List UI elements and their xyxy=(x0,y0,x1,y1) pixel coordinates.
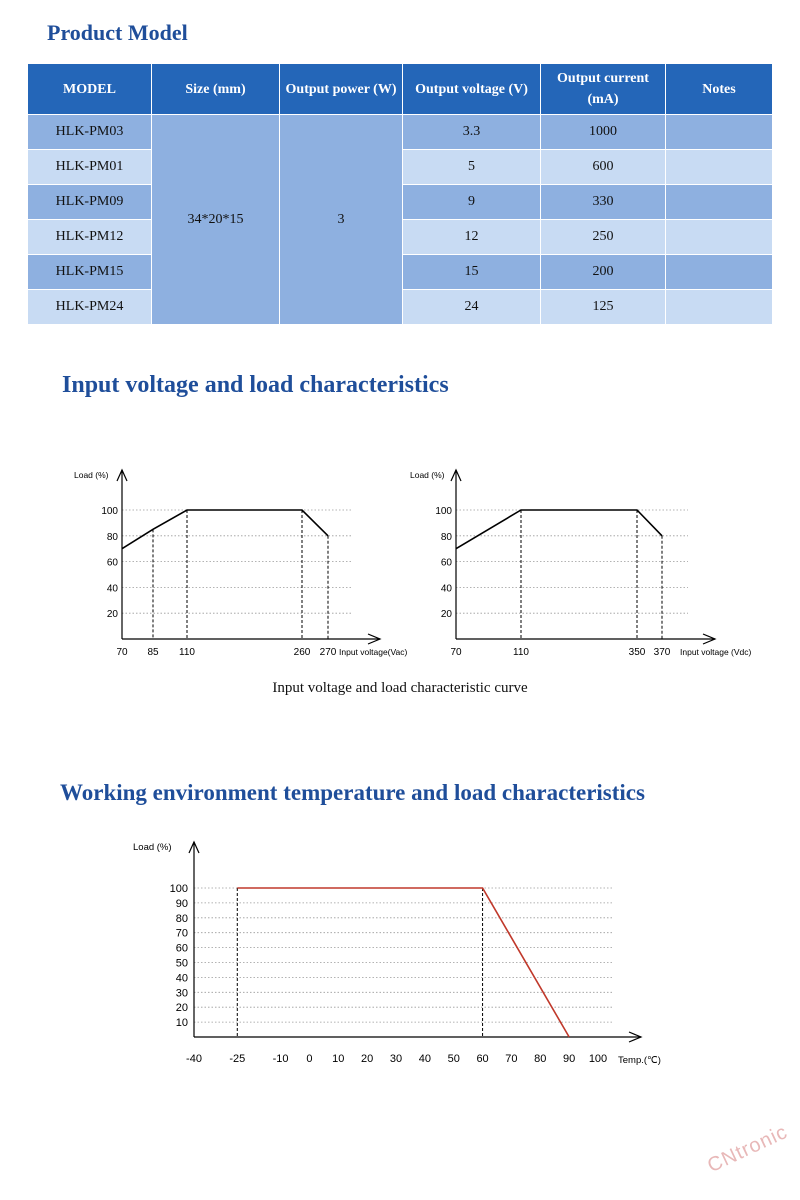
temperature-title: Working environment temperature and load characteristics xyxy=(60,780,645,805)
notes-cell xyxy=(666,220,773,255)
y-tick-label: 100 xyxy=(169,883,188,895)
x-tick-label: 350 xyxy=(628,647,646,658)
model-cell: HLK-PM12 xyxy=(28,220,152,255)
input-voltage-title: Input voltage and load characteristics xyxy=(62,372,449,398)
model-cell: HLK-PM03 xyxy=(28,115,152,150)
voltage-cell: 12 xyxy=(403,220,541,255)
size-cell: 34*20*15 xyxy=(152,115,280,325)
current-cell: 250 xyxy=(541,220,666,255)
x-tick-label: 270 xyxy=(319,647,337,658)
model-cell: HLK-PM09 xyxy=(28,185,152,220)
header-model: MODEL xyxy=(28,64,152,115)
table-header-row xyxy=(28,64,773,115)
x-tick-label: 40 xyxy=(418,1053,431,1065)
x-tick-label: 370 xyxy=(653,647,671,658)
chart-caption: Input voltage and load characteristic curve xyxy=(272,680,528,696)
y-tick-label: 40 xyxy=(106,583,118,595)
x-tick-label: 60 xyxy=(476,1053,489,1065)
voltage-cell: 9 xyxy=(403,185,541,220)
notes-cell xyxy=(666,115,773,150)
load-curve xyxy=(122,510,328,549)
x-tick-label: 70 xyxy=(450,647,462,658)
model-cell: HLK-PM15 xyxy=(28,255,152,290)
load-curve xyxy=(237,888,569,1037)
current-cell: 1000 xyxy=(541,115,666,150)
y-tick-label: 30 xyxy=(175,987,188,1000)
x-tick-label: 50 xyxy=(447,1053,460,1065)
current-cell: 200 xyxy=(541,255,666,290)
y-tick-label: 80 xyxy=(175,912,188,925)
product-model-title: Product Model xyxy=(47,20,188,45)
y-axis-arrow xyxy=(117,470,127,481)
x-axis-arrow xyxy=(629,1032,641,1042)
voltage-cell: 24 xyxy=(403,290,541,325)
y-tick-label: 40 xyxy=(175,972,188,985)
notes-cell xyxy=(666,185,773,220)
y-tick-label: 100 xyxy=(101,506,118,517)
notes-cell xyxy=(666,290,773,325)
current-cell: 600 xyxy=(541,150,666,185)
x-tick-label: 70 xyxy=(505,1053,518,1065)
header-size: Size (mm) xyxy=(152,64,280,115)
x-axis-label: Input voltage (Vdc) xyxy=(680,647,752,657)
y-axis-arrow xyxy=(189,842,199,853)
x-tick-label: -25 xyxy=(229,1053,246,1065)
x-tick-label: -40 xyxy=(186,1053,202,1065)
load-curve xyxy=(456,510,662,549)
current-cell: 330 xyxy=(541,185,666,220)
x-tick-label: 260 xyxy=(293,647,311,658)
header-output-current: Output current (mA) xyxy=(541,64,666,115)
x-tick-label: 100 xyxy=(588,1053,608,1065)
header-notes: Notes xyxy=(666,64,773,115)
table-row xyxy=(28,115,773,150)
voltage-cell: 3.3 xyxy=(403,115,541,150)
model-cell: HLK-PM01 xyxy=(28,150,152,185)
voltage-cell: 15 xyxy=(403,255,541,290)
notes-cell xyxy=(666,255,773,290)
header-output-voltage: Output voltage (V) xyxy=(403,64,541,115)
y-tick-label: 60 xyxy=(440,557,452,569)
y-tick-label: 100 xyxy=(435,506,452,517)
y-tick-label: 50 xyxy=(175,957,188,970)
watermark-logo: CNtronic xyxy=(704,1120,792,1178)
product-model-table xyxy=(27,63,773,325)
y-tick-label: 10 xyxy=(175,1017,188,1030)
x-tick-label: 80 xyxy=(534,1053,547,1065)
y-tick-label: 20 xyxy=(175,1002,188,1015)
x-tick-label: -10 xyxy=(272,1053,289,1065)
y-axis-label: Load (%) xyxy=(410,470,445,480)
y-tick-label: 20 xyxy=(106,609,118,621)
x-tick-label: 110 xyxy=(513,647,529,658)
y-axis-label: Load (%) xyxy=(133,842,172,853)
y-tick-label: 80 xyxy=(106,531,118,543)
y-tick-label: 80 xyxy=(440,531,452,543)
y-tick-label: 40 xyxy=(440,583,452,595)
model-cell: HLK-PM24 xyxy=(28,290,152,325)
y-tick-label: 90 xyxy=(175,897,188,910)
x-axis-label: Temp.(℃) xyxy=(618,1055,661,1066)
x-tick-label: 30 xyxy=(389,1053,403,1065)
x-tick-label: 70 xyxy=(116,647,128,658)
y-tick-label: 70 xyxy=(175,927,188,940)
voltage-cell: 5 xyxy=(403,150,541,185)
notes-cell xyxy=(666,150,773,185)
y-axis-label: Load (%) xyxy=(74,470,109,480)
header-output-power: Output power (W) xyxy=(280,64,403,115)
x-tick-label: 10 xyxy=(332,1053,345,1065)
x-axis-arrow xyxy=(703,634,715,644)
x-tick-label: 110 xyxy=(179,647,195,658)
x-axis-arrow xyxy=(368,634,380,644)
y-axis-arrow xyxy=(451,470,461,481)
y-tick-label: 60 xyxy=(106,557,118,569)
x-tick-label: 0 xyxy=(306,1053,313,1065)
y-tick-label: 60 xyxy=(175,942,188,955)
x-tick-label: 20 xyxy=(361,1053,374,1065)
power-cell: 3 xyxy=(280,115,403,325)
x-tick-label: 90 xyxy=(563,1053,576,1065)
x-axis-label: Input voltage(Vac) xyxy=(339,647,408,657)
x-tick-label: 85 xyxy=(147,647,159,658)
current-cell: 125 xyxy=(541,290,666,325)
y-tick-label: 20 xyxy=(440,609,452,621)
